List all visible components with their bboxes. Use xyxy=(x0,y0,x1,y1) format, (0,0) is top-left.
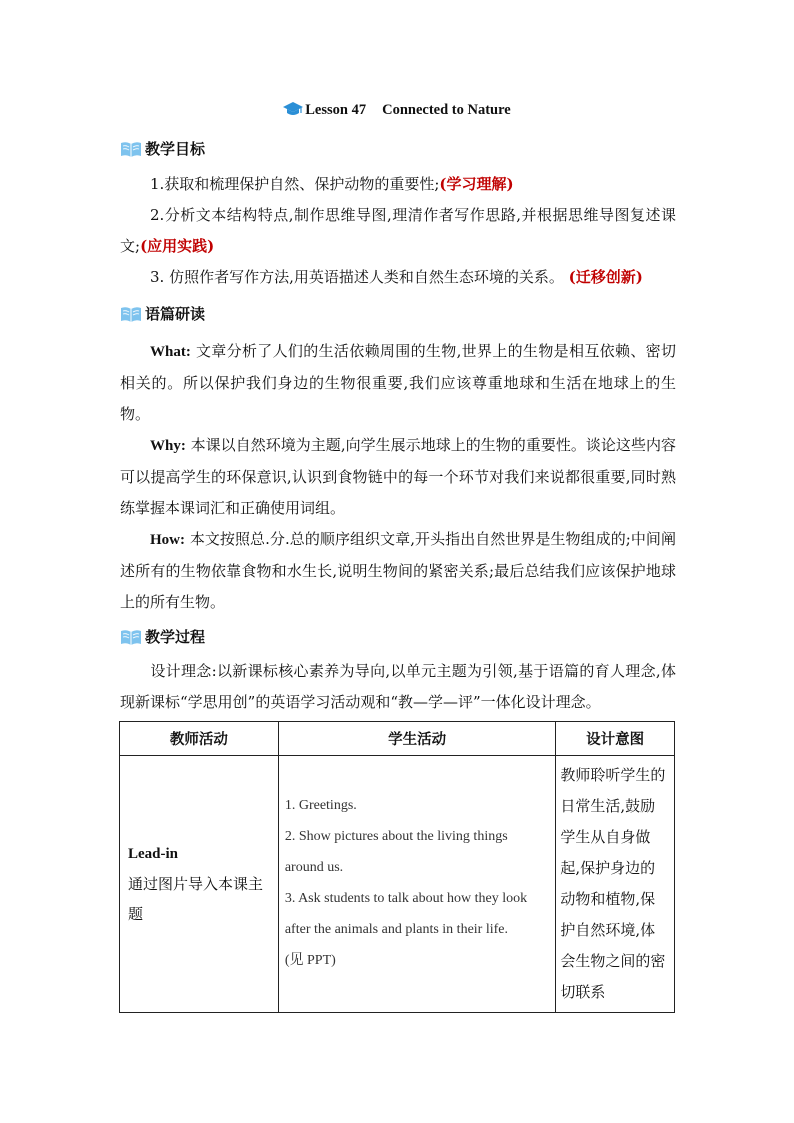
what-label: What: xyxy=(150,344,191,360)
goals-list xyxy=(120,169,676,293)
goal-text: 3. 仿照作者写作方法,用英语描述人类和自然生态环境的关系。 xyxy=(150,268,564,286)
goal-item xyxy=(120,169,676,200)
section-heading-text: 语篇研读 xyxy=(145,305,206,323)
section-heading-goals xyxy=(120,138,205,160)
table-row xyxy=(120,756,675,1013)
goal-text: 1.获取和梳理保护自然、保护动物的重要性; xyxy=(150,175,440,193)
open-book-icon xyxy=(120,305,142,329)
goal-text: 2.分析文本结构特点,制作思维导图,理清作者写作思路,并根据思维导图复述课文; xyxy=(120,206,676,255)
goal-item xyxy=(120,200,676,262)
section-heading-text: 教学目标 xyxy=(145,140,206,158)
how-label: How: xyxy=(150,532,185,548)
graduation-cap-icon xyxy=(283,101,303,122)
reading-analysis xyxy=(120,336,676,618)
design-intent-text: 教师聆听学生的日常生活,鼓励学生从自身做起,保护身边的动物和植物,保护自然环境,体会生物之间的密切联系 xyxy=(560,766,666,1001)
column-header: 教师活动 xyxy=(120,722,279,756)
goal-tag: (迁移创新) xyxy=(568,268,643,286)
how-text: 本文按照总.分.总的顺序组织文章,开头指出自然世界是生物组成的;中间阐述所有的生物依靠食物和水生长,说明生物间的紧密关系;最后总结我们应该保护地球上的所有生物。 xyxy=(120,530,676,611)
stage-description: 通过图片导入本课主题 xyxy=(128,875,264,923)
what-text: 文章分析了人们的生活依赖周围的生物,世界上的生物是相互依赖、密切相关的。所以保护我们身边的生物很重要,我们应该尊重地球和生活在地球上的生物。 xyxy=(120,342,676,423)
design-concept xyxy=(120,656,676,718)
goal-item xyxy=(120,262,676,293)
lesson-title: Connected to Nature xyxy=(382,102,511,118)
design-intent-cell xyxy=(556,756,675,1013)
student-step: (见 PPT) xyxy=(284,953,336,968)
student-step: 1. Greetings. xyxy=(284,798,357,813)
why-paragraph xyxy=(120,430,676,524)
why-label: Why: xyxy=(150,438,186,454)
section-heading-reading xyxy=(120,303,205,325)
goal-tag: (应用实践) xyxy=(140,237,215,255)
section-heading-process xyxy=(120,626,205,648)
table-header-row xyxy=(120,722,675,756)
student-step: 3. Ask students to talk about how they look after the animals and plants in their life. xyxy=(284,891,528,937)
page-title xyxy=(0,101,794,122)
open-book-icon xyxy=(120,628,142,652)
goal-tag: (学习理解) xyxy=(439,175,514,193)
how-paragraph xyxy=(120,524,676,618)
student-step: 2. Show pictures about the living things around us. xyxy=(284,829,508,875)
lesson-number: Lesson 47 xyxy=(305,102,367,118)
student-activity-cell xyxy=(278,756,556,1013)
why-text: 本课以自然环境为主题,向学生展示地球上的生物的重要性。谈论这些内容可以提高学生的环保意识,认识到食物链中的每一个环节对我们来说都很重要,同时熟练掌握本课词汇和正确使用词组。 xyxy=(120,436,676,517)
stage-name: Lead-in xyxy=(128,846,179,862)
teaching-process-table xyxy=(119,721,675,1013)
teacher-activity-cell xyxy=(120,756,279,1013)
section-heading-text: 教学过程 xyxy=(145,628,206,646)
column-header: 学生活动 xyxy=(278,722,556,756)
design-concept-text: 设计理念:以新课标核心素养为导向,以单元主题为引领,基于语篇的育人理念,体现新课标“学思用创”的英语学习活动观和“教—学—评”一体化设计理念。 xyxy=(120,662,676,711)
open-book-icon xyxy=(120,140,142,164)
column-header: 设计意图 xyxy=(556,722,675,756)
what-paragraph xyxy=(120,336,676,430)
